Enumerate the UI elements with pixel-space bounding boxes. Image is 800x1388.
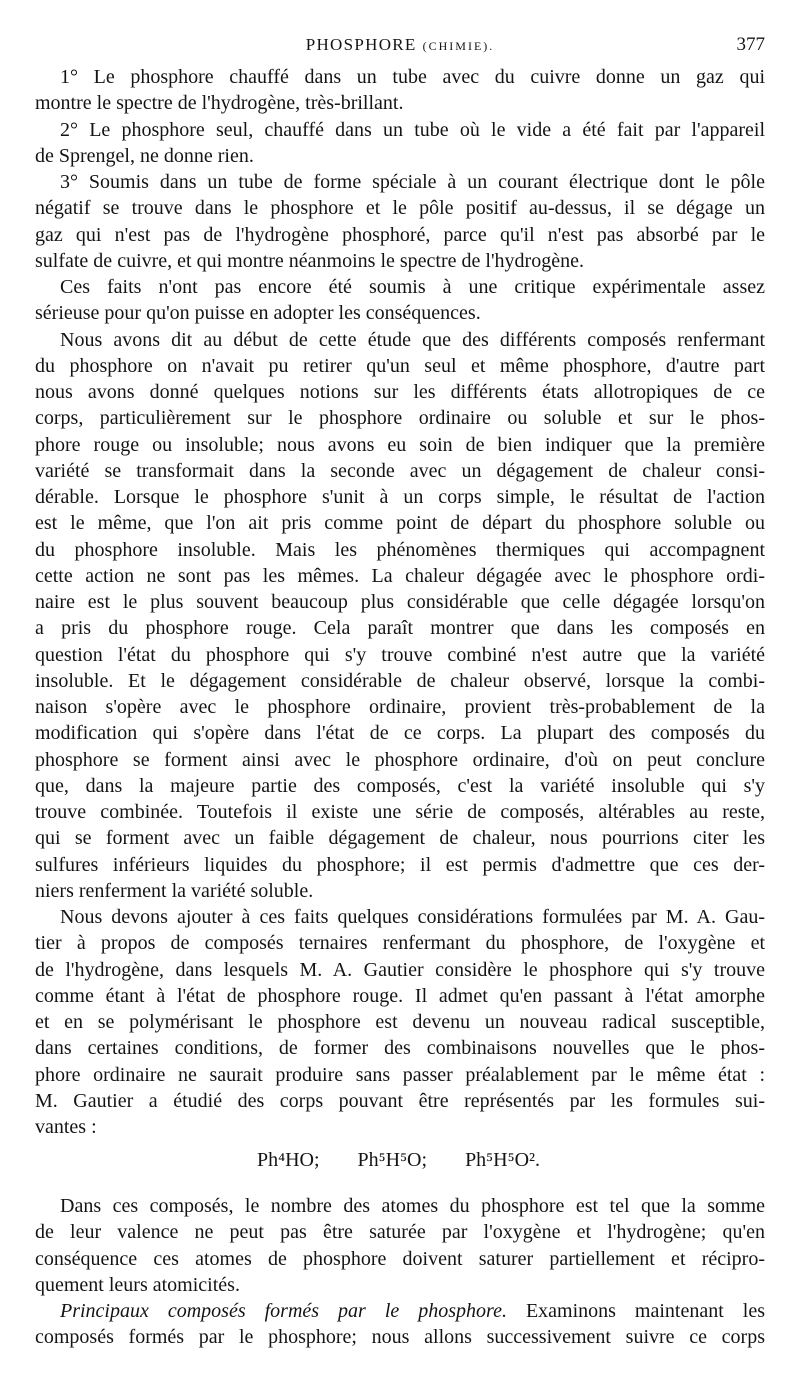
paragraph — [35, 1193, 765, 1298]
text-line: phosphore se forment ainsi avec le phosphore ordinaire, d'où on peut conclure — [35, 748, 765, 771]
text-line: du phosphore on n'avait pu retirer qu'un seul et même phosphore, d'autre part — [35, 354, 765, 377]
text-line: que, dans la majeure partie des composés, c'est la variété insoluble qui s'y — [35, 774, 765, 797]
running-subtitle: (CHIMIE). — [422, 39, 495, 53]
text-line: conséquence ces atomes de phosphore doivent saturer partiellement et récipro- — [35, 1247, 765, 1270]
text-line: 1° Le phosphore chauffé dans un tube avec du cuivre donne un gaz qui — [60, 66, 765, 88]
text-line — [35, 1298, 765, 1324]
text-line: négatif se trouve dans le phosphore et le pôle positif au-dessus, il se dégage un — [35, 197, 765, 220]
text-line: sulfate de cuivre, et qui montre néanmoins le spectre de l'hydrogène. — [35, 249, 584, 272]
text-line: corps, particulièrement sur le phosphore ordinaire ou soluble et sur le phos- — [35, 407, 765, 430]
formula-row — [35, 1147, 765, 1173]
paragraph — [35, 169, 765, 274]
text-line: de l'hydrogène, dans lesquels M. A. Gautier considère le phosphore qui s'y trouve — [35, 958, 765, 981]
running-head — [35, 33, 765, 57]
text-line: dans certaines conditions, de former des combinaisons nouvelles que le phos- — [35, 1037, 765, 1060]
text-line: variété se transformait dans la seconde avec un dégagement de chaleur consi- — [35, 459, 765, 482]
text-line: M. Gautier a étudié des corps pouvant être représentés par les formules sui- — [35, 1089, 765, 1112]
text-line: sulfures inférieurs liquides du phosphore; il est permis d'admettre que ces der- — [35, 853, 765, 876]
text-line: trouve combinée. Toutefois il existe une série de composés, altérables au reste, — [35, 801, 765, 823]
text-line: 2° Le phosphore seul, chauffé dans un tube où le vide a été fait par l'appareil — [60, 118, 765, 141]
running-title-group — [35, 33, 765, 58]
text-line: Nous avons dit au début de cette étude que des différents composés renfermant — [60, 328, 765, 351]
section-paragraph — [35, 1298, 765, 1351]
section-title: Principaux composés formés par le phosphore. — [60, 1300, 507, 1322]
text-line: modification qui s'opère dans l'état de ce corps. La plupart des composés du — [35, 722, 765, 745]
section-text: Examinons maintenant les — [525, 1300, 765, 1322]
text-line: cette action ne sont pas les mêmes. La chaleur dégagée avec le phosphore ordi- — [35, 564, 765, 587]
text-line: et en se polymérisant le phosphore est devenu un nouveau radical susceptible, — [35, 1011, 765, 1033]
text-line: 3° Soumis dans un tube de forme spéciale à un courant électrique dont le pôle — [60, 171, 765, 193]
text-line: comme étant à l'état de phosphore rouge. Il admet qu'en passant à l'état amorphe — [35, 984, 765, 1007]
text-line: Ces faits n'ont pas encore été soumis à une critique expérimentale assez — [60, 276, 765, 298]
text-line: composés formés par le phosphore; nous allons successivement suivre ce corps — [35, 1326, 765, 1349]
text-line: naire est le plus souvent beaucoup plus considérable que celle dégagée lorsqu'on — [35, 591, 765, 613]
text-line: insoluble. Et le dégagement considérable de chaleur observé, lorsque la combi- — [35, 669, 765, 692]
text-line: de Sprengel, ne donne rien. — [35, 144, 254, 167]
body-text — [35, 64, 765, 1351]
text-line: qui se forment avec un faible dégagement de chaleur, nous pourrions citer les — [35, 827, 765, 850]
running-title: PHOSPHORE — [305, 35, 417, 54]
paragraph — [35, 117, 765, 170]
text-line: quement leurs atomicités. — [35, 1273, 240, 1296]
text-line: dérable. Lorsque le phosphore s'unit à un corps simple, le résultat de l'action — [35, 486, 765, 508]
text-line: naison s'opère avec le phosphore ordinaire, provient très-probablement de la — [35, 696, 765, 718]
text-line: Nous devons ajouter à ces faits quelques considérations formulées par M. A. Gau- — [60, 906, 765, 928]
text-line: gaz qui n'est pas de l'hydrogène phosphoré, parce qu'il n'est pas absorbé par le — [35, 223, 765, 246]
paragraph — [35, 904, 765, 1140]
text-line: Dans ces composés, le nombre des atomes du phosphore est tel que la somme — [60, 1195, 765, 1217]
paragraph — [35, 327, 765, 905]
text-line: de leur valence ne peut pas être saturée par l'oxygène et l'hydrogène; qu'en — [35, 1221, 765, 1244]
text-line: a pris du phosphore rouge. Cela paraît montrer que dans les composés en — [35, 617, 765, 640]
text-line: nous avons donné quelques notions sur les différents états allotropiques de ce — [35, 381, 765, 403]
paragraph — [35, 64, 765, 117]
text-line: montre le spectre de l'hydrogène, très-brillant. — [35, 92, 404, 115]
text-line: niers renferment la variété soluble. — [35, 879, 314, 902]
chemical-formula: Ph⁵H⁵O; — [357, 1149, 428, 1172]
text-line: du phosphore insoluble. Mais les phénomènes thermiques qui accompagnent — [35, 538, 765, 561]
text-line: phore rouge ou insoluble; nous avons eu soin de bien indiquer que la première — [35, 433, 765, 456]
text-line: sérieuse pour qu'on puisse en adopter les conséquences. — [35, 302, 481, 325]
text-line: question l'état du phosphore qui s'y trouve combiné n'est autre que la variété — [35, 643, 765, 666]
chemical-formula: Ph⁵H⁵O². — [465, 1149, 541, 1172]
paragraph — [35, 274, 765, 327]
page-number: 377 — [736, 34, 765, 55]
chemical-formula: Ph⁴HO; — [257, 1149, 320, 1172]
text-line: vantes : — [35, 1116, 97, 1138]
text-line: phore ordinaire ne saurait produire sans passer préalablement par le même état : — [35, 1063, 765, 1086]
text-line: tier à propos de composés ternaires renfermant du phosphore, de l'oxygène et — [35, 932, 765, 955]
text-line: est le même, que l'on ait pris comme point de départ du phosphore soluble ou — [35, 512, 765, 535]
